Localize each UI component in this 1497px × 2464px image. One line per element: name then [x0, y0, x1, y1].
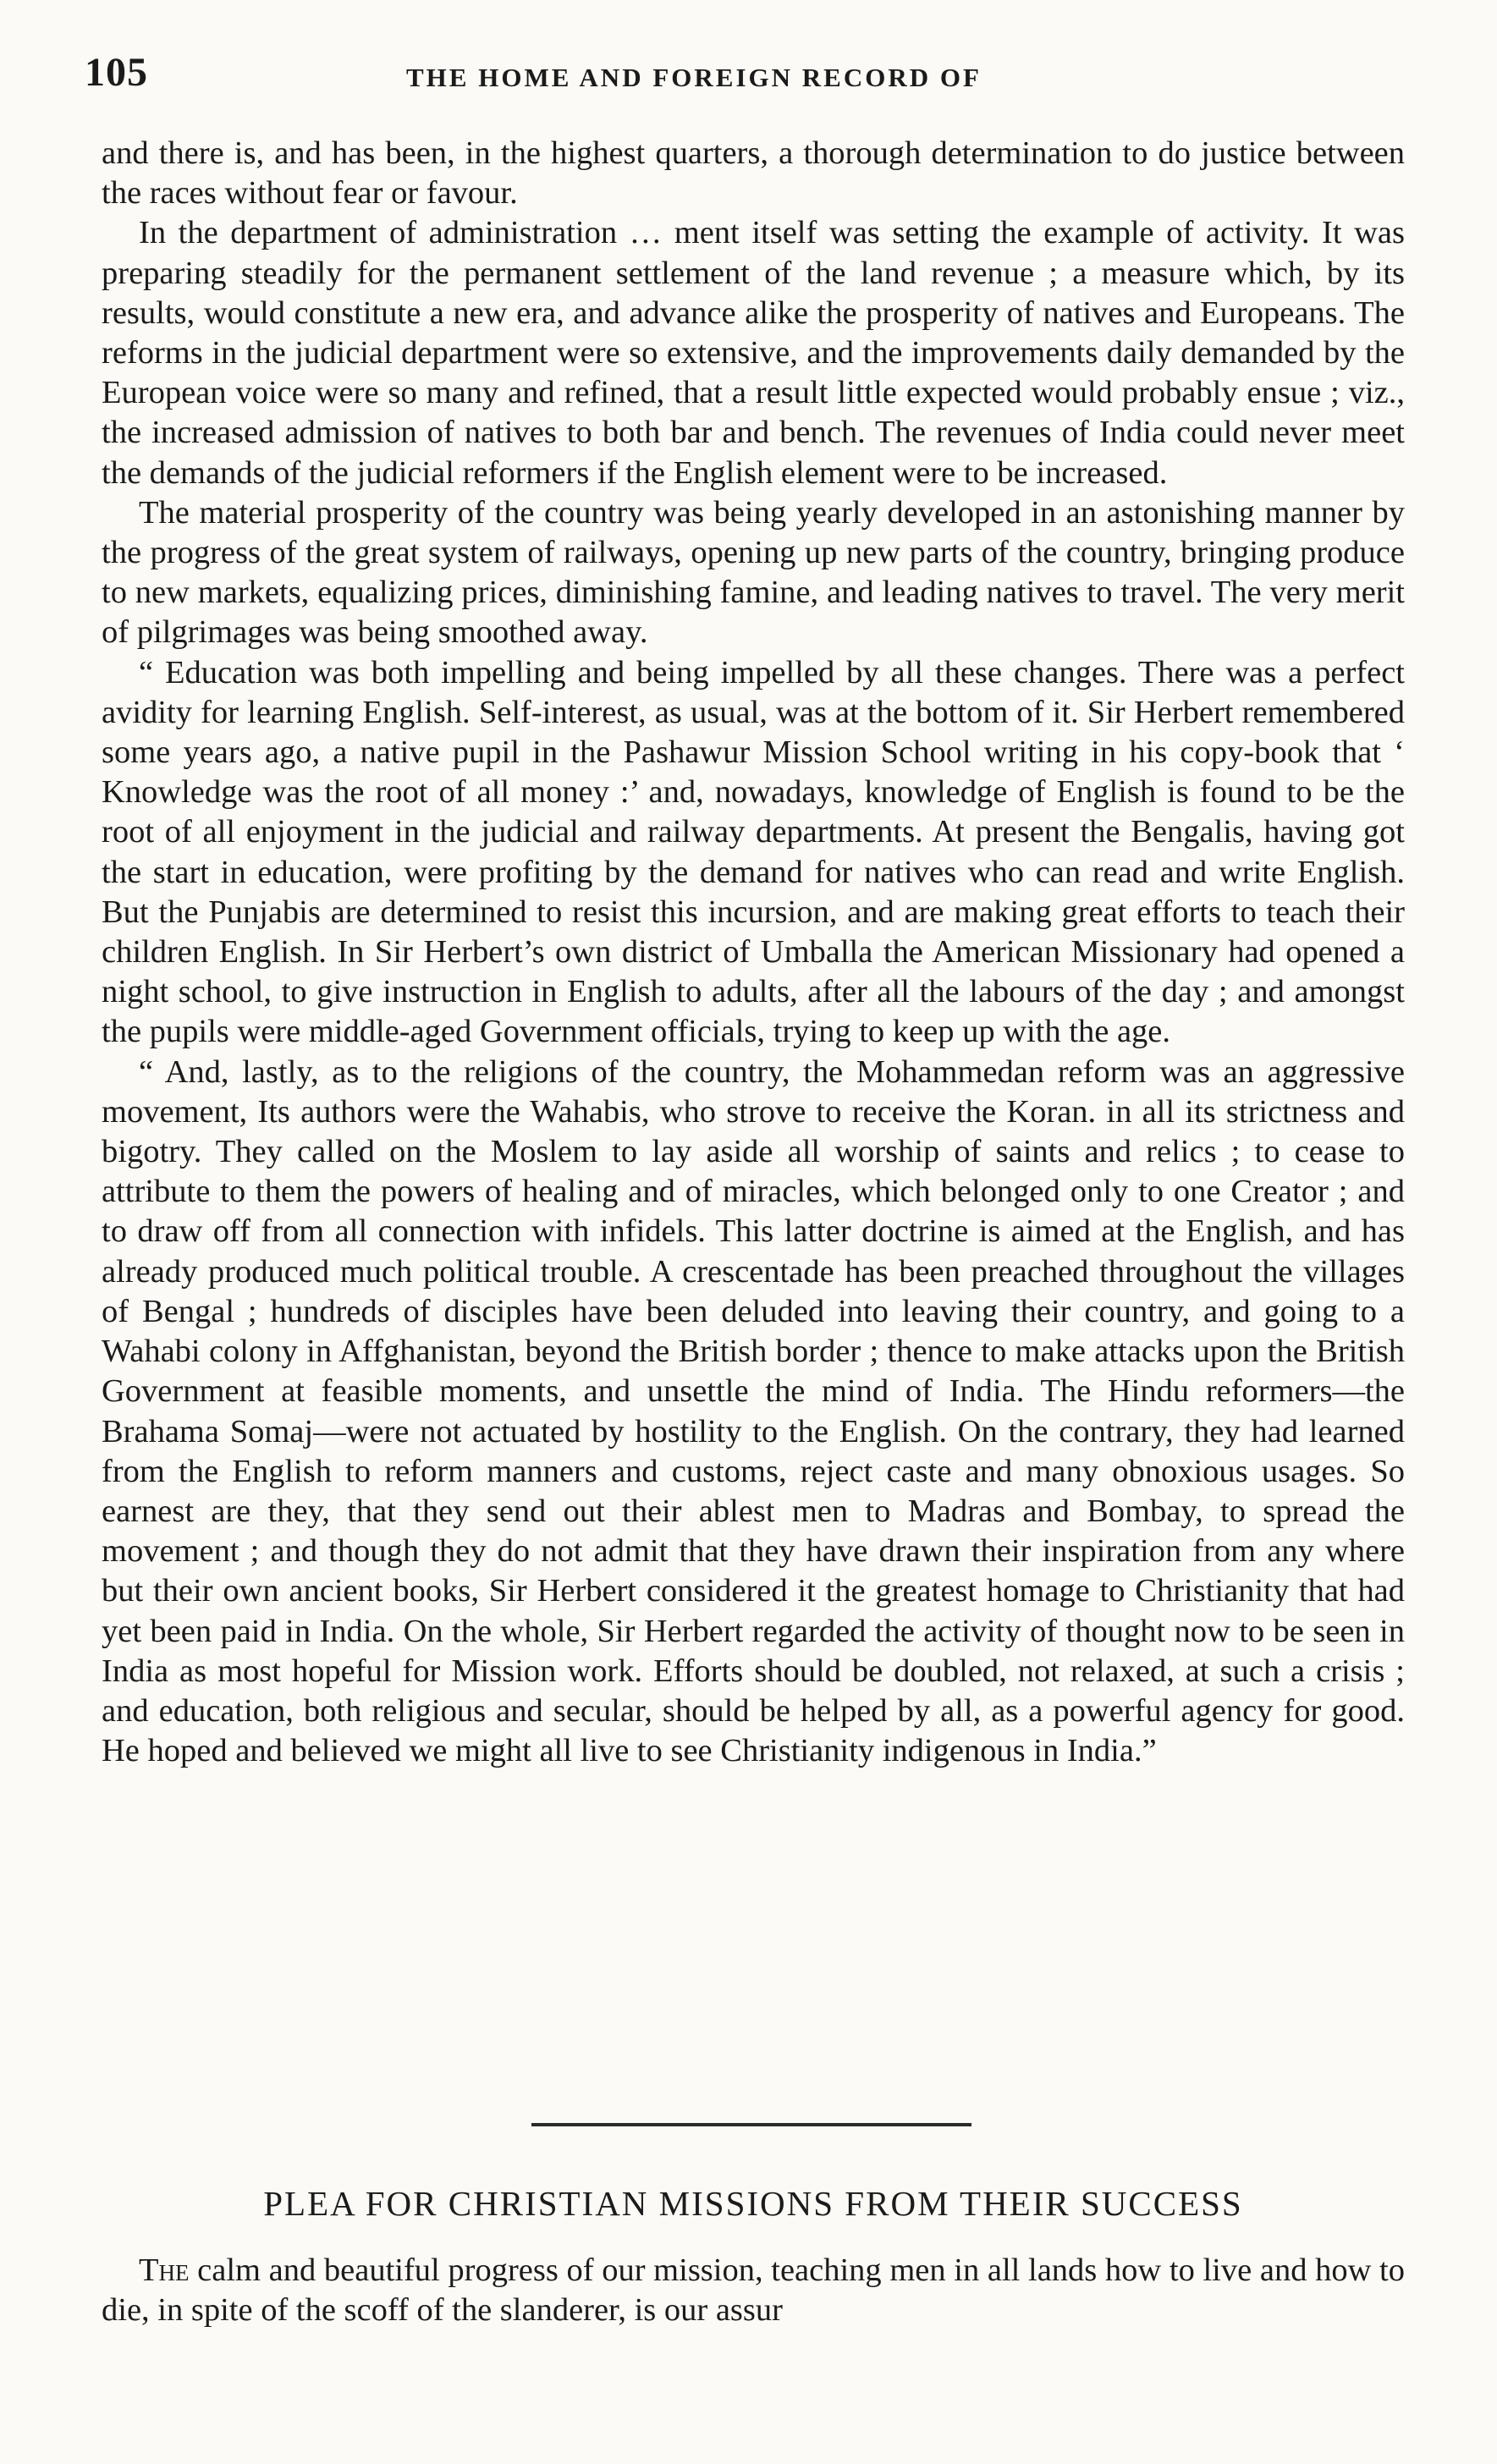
paragraph: “ Education was both impelling and being impelled by all these changes. There was a perfect avidity for learning English. Self-interest, as usual, was at the bottom of it. Sir Herbert remembered some years ago, a native pupil in the Pashawur Mission School writing in his copy-book that ‘ Knowledge was the root of all money :’ and, nowadays, knowledge of English is found to be the root of all enjoyment in the judicial and railway departments. At present the Bengalis, having got the start in education, were profiting by the demand for natives who can read and write English. But the Punjabis are determined to resist this incursion, and are making great efforts to teach their children English. In Sir Herbert’s own district of Umballa the American Missionary had opened a night school, to give instruction in English to adults, after all the labours of the day ; and amongst the pupils were middle-aged Government officials, trying to keep up with the age. [102, 654, 1405, 1050]
paragraph: “ And, lastly, as to the religions of the country, the Mohammedan reform was an aggressive movement, Its authors were the Wahabis, who strove to receive the Koran. in all its strictness and bigotry. They called on the Moslem to lay aside all worship of saints and relics ; to cease to attribute to them the powers of healing and of miracles, which belonged only to one Creator ; and to draw off from all connection with infidels. This latter doctrine is aimed at the English, and has already produced much political trouble. A crescentade has been preached throughout the villages of Bengal ; hundreds of disciples have been deluded into leaving their country, and going to a Wahabi colony in Affghanistan, beyond the British border ; thence to make attacks upon the British Government at feasible moments, and unsettle the mind of India. The Hindu reformers—the Brahama Somaj—were not actuated by hostility to the English. On the contrary, they had learned from the English to reform manners and customs, reject caste and many obnoxious usages. So earnest are they, that they send out their ablest men to Madras and Bombay, to spread the movement ; and though they do not admit that they have drawn their inspiration from any where but their own ancient books, Sir Herbert considered it the greatest homage to Christianity that had yet been paid in India. On the whole, Sir Herbert regarded the activity of thought now to be seen in India as most hopeful for Mission work. Efforts should be doubled, not relaxed, at such a crisis ; and education, both religious and secular, should be helped by all, as a powerful agency for good. He hoped and believed we might all live to see Christianity indigenous in India.” [102, 1053, 1405, 1769]
article-body [102, 134, 1405, 1771]
section-paragraph [102, 2251, 1405, 2330]
section-paragraph-text: calm and beautiful progress of our mission, teaching men in all lands how to live and how to die, in spite of the scoff of the slanderer, is our assur [102, 2252, 1406, 2329]
paragraph: and there is, and has been, in the highest quarters, a thorough determination to do justice between the races without fear or favour. [102, 135, 1405, 212]
paragraph: The material prosperity of the country was being yearly developed in an astonishing manner by the progress of the great system of railways, opening up new parts of the country, bringing produce to new markets, equalizing prices, diminishing famine, and leading natives to travel. The very merit of pilgrimages was being smoothed away. [102, 494, 1405, 651]
page-number: 105 [85, 50, 148, 95]
section-divider [531, 2123, 971, 2126]
section-title: PLEA FOR CHRISTIAN MISSIONS FROM THEIR SUCCESS [263, 2184, 1243, 2223]
page-header [85, 49, 1405, 108]
section-lead-word: The [139, 2252, 190, 2288]
paragraph: In the department of administration … ment itself was setting the example of activity. It was preparing steadily for the permanent settlement of the land revenue ; a measure which, by its results, would constitute a new era, and advance alike the prosperity of natives and Europeans. The reforms in the judicial department were so extensive, and the improvements daily demanded by the European voice were so many and refined, that a result little expected would probably ensue ; viz., the increased admission of natives to both bar and bench. The revenues of India could never meet the demands of the judicial reformers if the English element were to be increased. [102, 215, 1405, 491]
section-body [102, 2251, 1405, 2330]
running-head: THE HOME AND FOREIGN RECORD OF [406, 63, 982, 92]
